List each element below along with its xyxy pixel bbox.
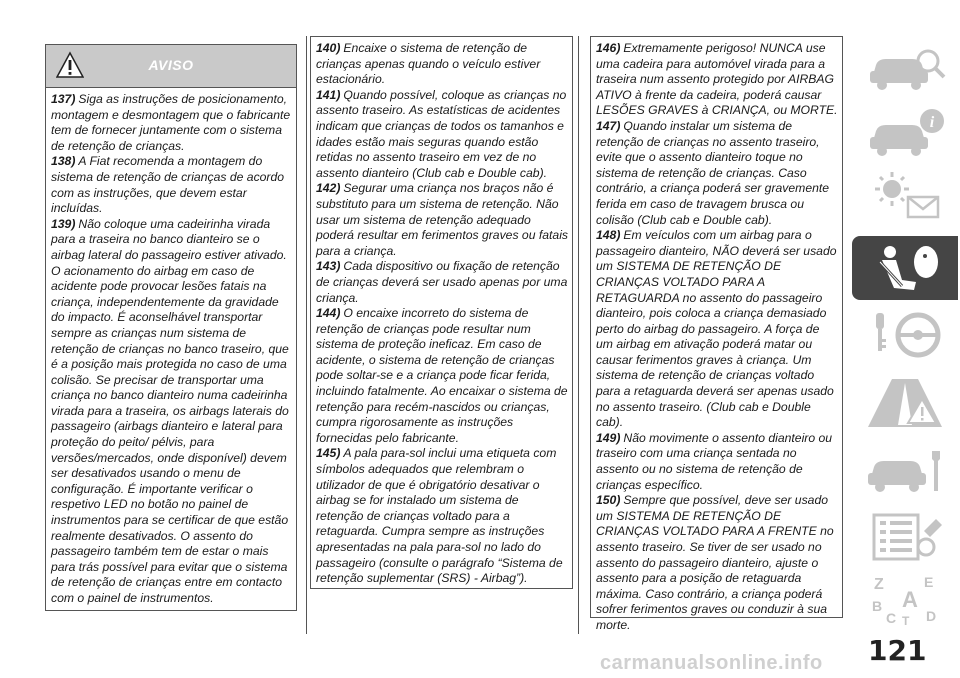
index-letter: C (886, 610, 897, 625)
tab-seat-airbag[interactable] (852, 236, 958, 300)
warning-item (596, 493, 838, 633)
car-service-icon (862, 445, 948, 497)
item-text: Em veículos com um airbag para o passageiro dianteiro, NÃO deverá ser usado um SISTEMA DE RETENÇÃO DE CRIANÇAS VOLTADO PARA A RETAGUARDA no assento do passageiro dianteiro, pois coloca a criança demasiado perto do airbag do passageiro. A força de um airbag em ativação poderá matar ou causar ferimentos graves à criança. Um sistema de retenção de crianças voltado para a retaguarda deverá ser apenas usado no assento traseiro. (Club cab e Double cab). (596, 228, 837, 430)
car-info-icon (862, 105, 948, 157)
page-number: 121 (868, 634, 927, 667)
item-text: Quando instalar um sistema de retenção de crianças no assento traseiro, evite que o assento dianteiro toque no sistema de retenção de crianças. Caso contrário, a criança poderá ser gravemente ferida em caso de travagem brusca ou colisão (Club cab e Double cab). (596, 118, 830, 227)
item-number: 142) (316, 181, 341, 196)
section-sidebar (850, 36, 960, 636)
warning-item (316, 88, 568, 182)
warning-item (51, 154, 292, 216)
item-number: 145) (316, 446, 341, 461)
item-number: 140) (316, 41, 341, 55)
item-number: 144) (316, 306, 341, 321)
item-number: 139) (51, 216, 76, 231)
warning-item (596, 431, 838, 493)
item-text: Segurar uma criança nos braços não é substituto para um sistema de retenção. Não usar um sistema de retenção adequado poderá resultar em ferimentos graves ou fatais para a criança. (316, 181, 568, 258)
road-warning-icon (862, 377, 948, 429)
index-letter: T (902, 614, 910, 625)
warning-item (316, 181, 568, 259)
warning-text-column-2 (311, 37, 572, 587)
item-text: O encaixe incorreto do sistema de retenção de crianças pode resultar num sistema de proteção ineficaz. Em caso de acidente, o sistema de retenção de crianças pode soltar-se e a criança pode ficar ferida, incluindo fatalmente. Ao encaixar o sistema de retenção para recém-nascidos ou crianças, cumpra rigorosamente as instruções fornecidas pelo fabricante. (316, 306, 568, 445)
item-number: 148) (596, 228, 621, 243)
index-letter: E (924, 574, 934, 590)
item-text: Siga as instruções de posicionamento, montagem e desmontagem que o fabricante tem de fornecer juntamente com o sistema de retenção de crianças. (51, 92, 291, 153)
index-letter: D (926, 608, 937, 624)
warning-item (316, 446, 568, 586)
column-divider (306, 36, 307, 634)
item-text: Cada dispositivo ou fixação de retenção de crianças deverá ser usado apenas por uma criança. (316, 259, 568, 305)
index-letter: A (902, 587, 918, 612)
item-number: 150) (596, 493, 621, 508)
item-number: 149) (596, 430, 621, 445)
item-text: Não movimente o assento dianteiro ou traseiro com uma criança sentada no assento ou no sistema de retenção de crianças específico. (596, 430, 833, 492)
warning-item (596, 41, 838, 119)
item-text: A Fiat recomenda a montagem do sistema de retenção de crianças de acordo com as instruções, que devem estar incluídas. (51, 154, 285, 216)
column-divider (578, 36, 579, 634)
item-text: Encaixe o sistema de retenção de crianças apenas quando o veículo estiver estacionário. (316, 41, 541, 87)
warning-header (46, 45, 296, 88)
item-text: A pala para-sol inclui uma etiqueta com símbolos adequados que relembram o utilizador de que é obrigatório desativar o airbag se for instalado um sistema de retenção de crianças voltado para a retaguarda. Cumpra sempre as instruções apresentadas na pala para-sol no lado do passageiro (consulte o parágrafo “Sistema de retenção suplementar (SRS) - Airbag”). (316, 446, 563, 586)
tab-technical-data[interactable] (852, 506, 958, 568)
technical-data-icon (862, 511, 948, 563)
item-number: 143) (316, 259, 341, 274)
seat-airbag-icon (862, 242, 948, 294)
item-text: Quando possível, coloque as crianças no assento traseiro. As estatísticas de acidentes indicam que crianças de todos os tamanhos e idades estão mais seguras quando estão retidas no assento traseiro em vez de no assento dianteiro (Club cab e Double cab). (316, 87, 567, 180)
tab-car-info[interactable] (852, 100, 958, 162)
warning-box (45, 44, 297, 611)
item-number: 147) (596, 118, 621, 133)
item-number: 137) (51, 92, 76, 106)
warning-box-continued (590, 36, 843, 632)
warning-item (51, 92, 292, 154)
alphabetical-index-icon (862, 573, 948, 625)
warning-item (596, 119, 838, 228)
tab-dashboard-lights[interactable] (852, 164, 958, 226)
item-text: Extremamente perigoso! NUNCA use uma cadeira para automóvel virada para a traseira num assento protegido por AIRBAG ATIVO à frente da cadeira, poderá causar LESÕES GRAVES à CRIANÇA, ou MORTE. (596, 41, 838, 118)
watermark: carmanualsonline.info (600, 652, 823, 674)
warning-item (51, 217, 292, 607)
warning-item (316, 259, 568, 306)
svg-text:i: i (929, 114, 935, 131)
warning-item (316, 41, 568, 88)
tab-car-search[interactable] (852, 36, 958, 98)
item-text: Sempre que possível, deve ser usado um SISTEMA DE RETENÇÃO DE CRIANÇAS VOLTADO PARA A FRENTE no assento traseiro. Se tiver de ser usado no assento do passageiro dianteiro, ajuste o assento para a posição de retaguarda máxima. Caso contrário, a criança poderá sofrer ferimentos graves ou conduzir à sua morte. (596, 493, 834, 632)
key-steering-wheel-icon (862, 309, 948, 361)
tab-key-steering-wheel[interactable] (852, 304, 958, 366)
item-number: 138) (51, 154, 76, 169)
index-letter: Z (874, 576, 884, 593)
warning-text-column-3 (591, 37, 842, 634)
item-number: 146) (596, 41, 621, 55)
tab-road-warning[interactable] (852, 372, 958, 434)
tab-car-service[interactable] (852, 440, 958, 502)
dashboard-lights-icon (862, 169, 948, 221)
warning-box-continued (310, 36, 573, 589)
item-text: Não coloque uma cadeirinha virada para a traseira no banco dianteiro se o airbag lateral do passageiro estiver ativado. O acionamento do airbag em caso de acidente pode provocar lesões fatais na criança, independentemente da gravidade do impacto. É aconselhável transportar sempre as crianças num sistema de retenção de crianças no banco traseiro, que é a posição mais protegida no caso de uma colisão. Se precisar de transportar uma criança no banco dianteiro numa cadeirinha virada para a traseira, os airbags laterais do passageiro (airbags dianteiro e lateral para proteção do peito/ pélvis, para versões/mercados, onde disponível) devem ser desativados usando o menu de configuração. É importante verificar o respetivo LED no botão no painel de instrumentos para se certificar de que estão realmente desativados. O assento do passageiro também tem de estar o mais para trás possível para evitar que o sistema de retenção de crianças entre em contacto com o painel de instrumentos. (51, 216, 289, 605)
warning-item (316, 306, 568, 446)
car-search-icon (862, 41, 948, 93)
warning-title: AVISO (148, 57, 194, 73)
warning-item (596, 228, 838, 431)
warning-text-column-1 (46, 88, 296, 607)
item-number: 141) (316, 87, 341, 102)
tab-alphabetical-index[interactable] (852, 568, 958, 630)
index-letter: B (872, 598, 883, 614)
